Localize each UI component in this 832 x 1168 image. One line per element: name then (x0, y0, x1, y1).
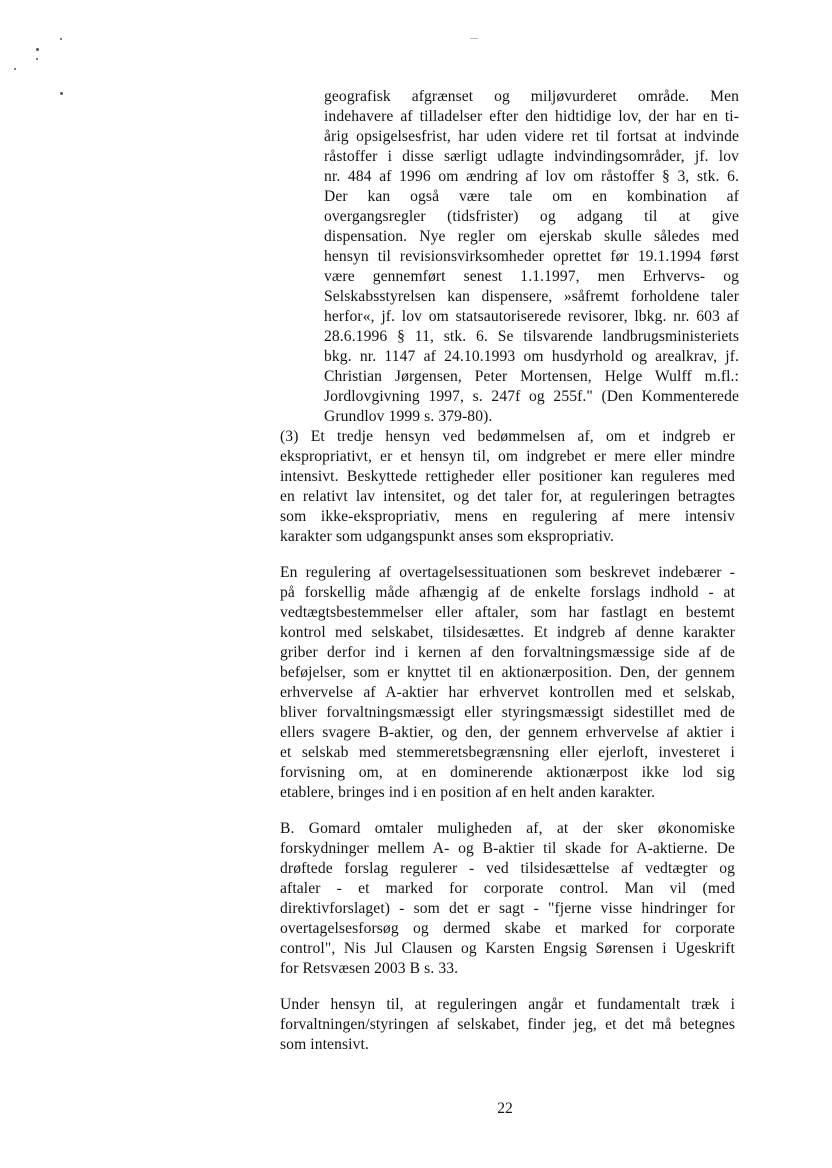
paragraph-line: som intensivt. (280, 1036, 369, 1053)
paragraph-line: vedtægtsbestemmelser eller aftaler, som har fastlagt en bestemt (280, 604, 735, 621)
quote-line: bkg. nr. 1147 af 24.10.1993 om husdyrhold og arealkrav, jf. (324, 348, 739, 365)
paragraph-line: som ikke-ekspropriativ, mens en regulering af mere intensiv (280, 508, 735, 525)
paragraph-line: bliver forvaltningsmæssigt eller styringsmæssigt sidestillet med de (280, 704, 735, 721)
paragraph-line: erhvervelse af A-aktier har erhvervet kontrollen med et selskab, (280, 684, 735, 701)
quote-line: nr. 484 af 1996 om ændring af lov om råstoffer § 3, stk. 6. (324, 168, 739, 185)
quote-line: råstoffer i disse særligt udlagte indvindingsområder, jf. lov (324, 148, 739, 165)
paragraph-line: (3) Et tredje hensyn ved bedømmelsen af, om et indgreb er (280, 428, 735, 445)
quote-line: dispensation. Nye regler om ejerskab skulle således med (324, 228, 739, 245)
paragraph-line: kontrol med selskabet, tilsidesættes. Et indgreb af denne karakter (280, 624, 735, 641)
paragraph-line: et selskab med stemmeretsbegrænsning eller ejerloft, investeret i (280, 744, 735, 761)
quote-line: indehavere af tilladelser efter den hidtidige lov, der har en ti- (324, 108, 739, 125)
paragraph-line: drøftede forslag regulerer - ved tilsidesættelse af vedtægter og (280, 860, 735, 877)
paragraph-line: på forskellig måde afhængig af de enkelte forslags indhold - at (280, 584, 735, 601)
paragraph-line: Under hensyn til, at reguleringen angår et fundamentalt træk i (280, 996, 735, 1013)
quote-line: hensyn til revisionsvirksomheder oprettet før 19.1.1994 først (324, 248, 739, 265)
quote-line: Der kan også være tale om en kombination af (324, 188, 739, 205)
scan-speck (470, 38, 478, 39)
page-number: 22 (497, 1100, 513, 1117)
paragraph-line: ellers svagere B-aktier, og den, der gennem erhvervelse af aktier i (280, 724, 735, 741)
paragraph-line: intensivt. Beskyttede rettigheder eller positioner kan reguleres med (280, 468, 735, 485)
paragraph-line: karakter som udgangspunkt anses som ekspropriativ. (280, 528, 614, 545)
paragraph-line: En regulering af overtagelsessituationen som beskrevet indebærer - (280, 564, 735, 581)
scan-speck (60, 92, 63, 95)
paragraph-line: for Retsvæsen 2003 B s. 33. (280, 960, 459, 977)
quote-line: overgangsregler (tidsfrister) og adgang til at give (324, 208, 739, 225)
quote-line: Grundlov 1999 s. 379-80). (324, 408, 493, 425)
paragraph-line: en relativt lav intensitet, og det taler for, at reguleringen betragtes (280, 488, 735, 505)
paragraph-line: aftaler - et marked for corporate control. Man vil (med (280, 880, 735, 897)
quote-line: Selskabsstyrelsen kan dispensere, »såfremt forholdene taler (324, 288, 739, 305)
paragraph-line: griber derfor ind i kernen af den forvaltningsmæssige side af de (280, 644, 735, 661)
quote-line: være gennemført senest 1.1.1997, men Erhvervs- og (324, 268, 739, 285)
quote-line: 28.6.1996 § 11, stk. 6. Se tilsvarende landbrugsministeriets (324, 328, 739, 345)
paragraph-line: etablere, bringes ind i en position af en helt anden karakter. (280, 784, 656, 801)
scan-speck (36, 48, 39, 51)
quote-line: geografisk afgrænset og miljøvurderet område. Men (324, 88, 739, 105)
paragraph-line: control", Nis Jul Clausen og Karsten Engsig Sørensen i Ugeskrift (280, 940, 735, 957)
paragraph-line: B. Gomard omtaler muligheden af, at der sker økonomiske (280, 820, 735, 837)
quote-line: Christian Jørgensen, Peter Mortensen, Helge Wulff m.fl.: (324, 368, 739, 385)
paragraph-line: forvaltningen/styringen af selskabet, finder jeg, et det må betegnes (280, 1016, 735, 1033)
paragraph-line: ekspropriativt, er et hensyn til, om indgrebet er mere eller mindre (280, 448, 735, 465)
paragraph-line: forskydninger mellem A- og B-aktier til skade for A-aktierne. De (280, 840, 735, 857)
scan-speck (36, 58, 38, 60)
scan-speck (14, 68, 16, 70)
paragraph-line: overtagelsesforsøg og dermed skabe et marked for corporate (280, 920, 735, 937)
quote-line: årig opsigelsesfrist, har uden videre ret til fortsat at indvinde (324, 128, 739, 145)
quote-line: Jordlovgivning 1997, s. 247f og 255f." (Den Kommenterede (324, 388, 739, 405)
scan-speck (60, 38, 62, 40)
paragraph-line: direktivforslaget) - som det er sagt - "fjerne visse hindringer for (280, 900, 735, 917)
quote-line: herfor«, jf. lov om statsautoriserede revisorer, lbkg. nr. 603 af (324, 308, 739, 325)
paragraph-line: forvisning om, at en dominerende aktionærpost ikke lod sig (280, 764, 735, 781)
paragraph-line: beføjelser, som er knyttet til en aktionærposition. Den, der gennem (280, 664, 735, 681)
